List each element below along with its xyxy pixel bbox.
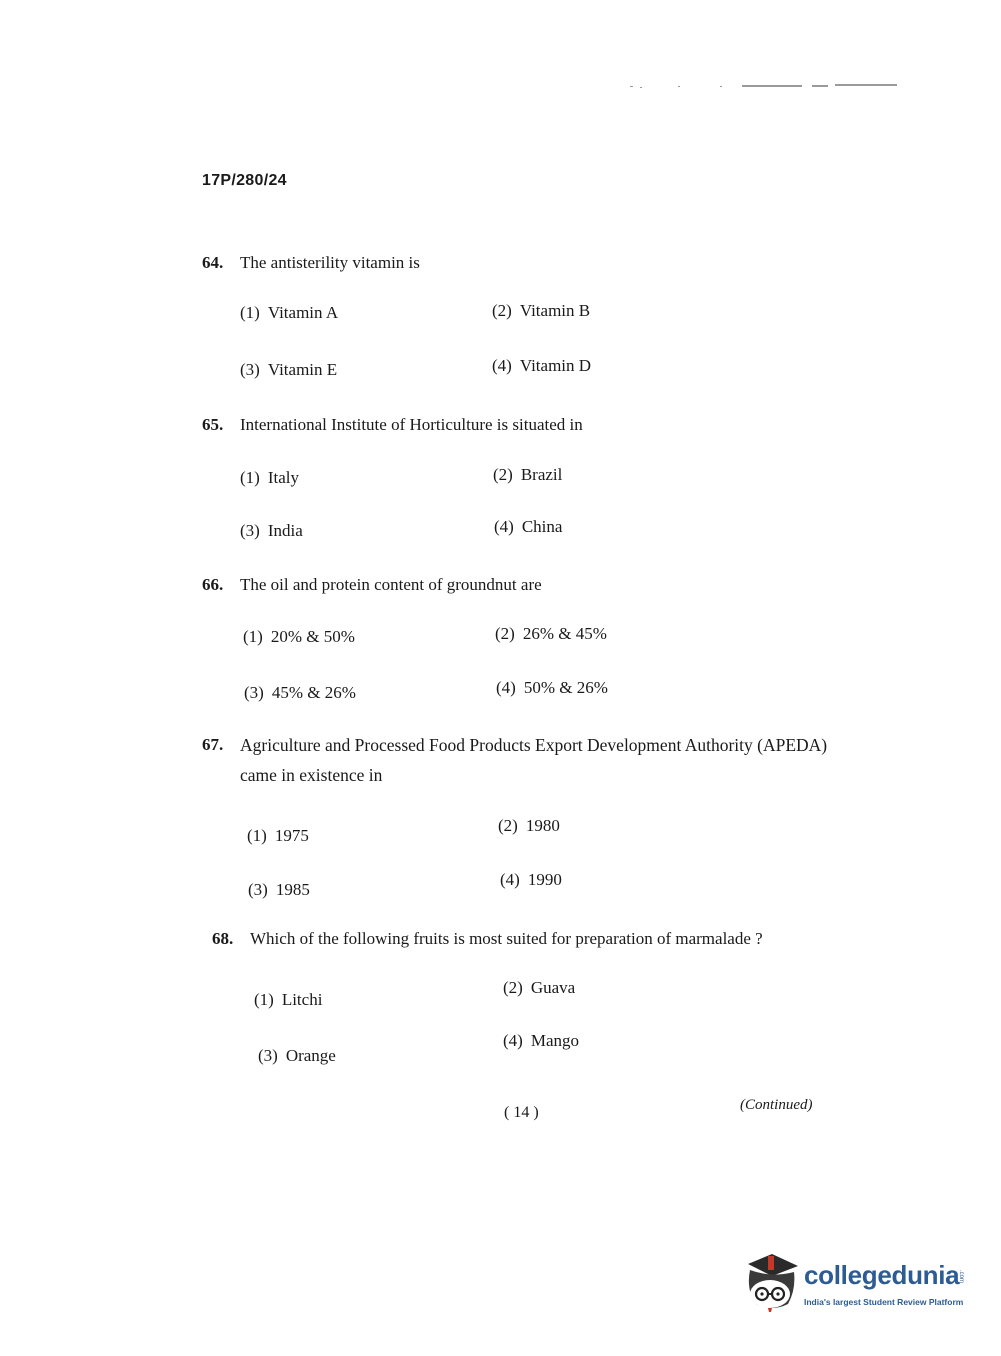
question-68 [212, 924, 852, 954]
question-66 [202, 570, 842, 600]
option-67-1: (1) 1975 [247, 826, 309, 845]
question-65 [202, 410, 842, 440]
option-66-1: (1) 20% & 50% [243, 627, 355, 646]
continued-label: (Continued) [740, 1097, 813, 1113]
question-64 [202, 248, 842, 278]
scan-noise-marks [630, 82, 900, 92]
logo-suffix: .com [958, 1270, 964, 1284]
question-text: International Institute of Horticulture is situated in [240, 415, 583, 434]
question-text: The oil and protein content of groundnut are [240, 575, 542, 594]
option-66-3: (3) 45% & 26% [244, 683, 356, 702]
option-67-3: (3) 1985 [248, 880, 310, 899]
page-number: ( 14 ) [504, 1104, 539, 1121]
option-68-1: (1) Litchi [254, 990, 323, 1009]
option-65-3: (3) India [240, 521, 303, 540]
question-67 [202, 730, 842, 790]
option-68-2: (2) Guava [503, 978, 576, 997]
option-68-4: (4) Mango [503, 1031, 579, 1050]
logo-wordmark: collegedunia [804, 1260, 960, 1290]
mascot-icon [742, 1250, 802, 1312]
option-67-2: (2) 1980 [498, 816, 560, 835]
option-67-4: (4) 1990 [500, 870, 562, 889]
question-text: The antisterility vitamin is [240, 253, 420, 272]
option-64-1: (1) Vitamin A [240, 303, 339, 322]
question-number: 64. [202, 253, 224, 272]
question-number: 68. [212, 929, 234, 948]
question-number: 65. [202, 415, 224, 434]
paper-code: 17P/280/24 [202, 172, 287, 189]
option-65-1: (1) Italy [240, 468, 299, 487]
question-number: 66. [202, 575, 224, 594]
question-number: 67. [202, 735, 224, 754]
question-text: Which of the following fruits is most suited for preparation of marmalade ? [250, 929, 763, 948]
question-text: Agriculture and Processed Food Products Export Development Authority (APEDA) came in existence in [240, 735, 828, 785]
logo-tagline: India's largest Student Review Platform [804, 1297, 964, 1307]
option-65-4: (4) China [494, 517, 563, 536]
option-66-4: (4) 50% & 26% [496, 678, 608, 697]
option-66-2: (2) 26% & 45% [495, 624, 607, 643]
option-64-4: (4) Vitamin D [492, 356, 592, 375]
option-65-2: (2) Brazil [493, 465, 563, 484]
option-68-3: (3) Orange [258, 1046, 336, 1065]
option-64-2: (2) Vitamin B [492, 301, 591, 320]
option-64-3: (3) Vitamin E [240, 360, 338, 379]
collegedunia-logo[interactable] [742, 1250, 972, 1320]
